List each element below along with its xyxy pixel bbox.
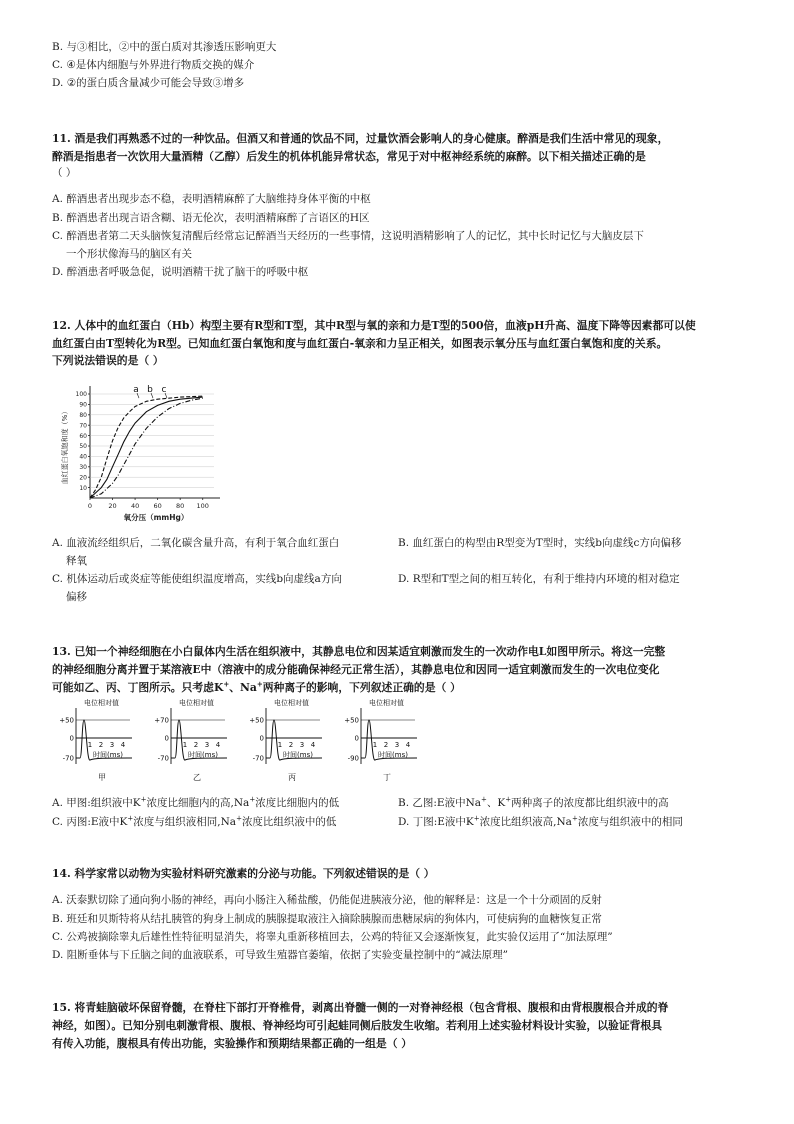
q15-stem-line3: 有传入功能，腹根具有传出功能，实验操作和预期结果都正确的一组是（ ）: [52, 1037, 413, 1050]
y-tick-label: 70: [79, 422, 87, 430]
q14-option-b: B. 班廷和贝斯特将从结扎胰管的狗身上制成的胰腺提取液注入摘除胰腺而患糖尿病的狗体内，可使病狗的血糖恢复正常: [52, 913, 602, 925]
y-tick-label: 30: [79, 464, 87, 471]
graph-x-tick-label: 4: [120, 741, 126, 749]
q12-option-a-line1: A. 血液流经组织后，二氧化碳含量升高，有利于氧合血红蛋白: [52, 537, 340, 549]
graph-name: 乙: [193, 773, 201, 782]
chart-series: [90, 396, 203, 498]
q12-option-c-line1: C. 机体运动后或炎症等能使组织温度增高，实线b向虚线a方向: [52, 573, 342, 585]
chart-axes: [88, 386, 220, 500]
series-line-b: [90, 397, 203, 498]
y-tick-label: 80: [79, 412, 87, 419]
y-tick-label: 40: [79, 453, 87, 461]
x-tick-label: 20: [108, 502, 117, 510]
q13-option-c: C. 丙图:E液中K+浓度与组织液相同,Na+浓度比组织液中的低: [52, 814, 337, 828]
graph-rest-value: -70: [157, 754, 169, 763]
q14-option-a: A. 沃泰默切除了通向狗小肠的神经，再向小肠注入稀盐酸，仍能促进胰液分泌，他的解释是：这是一个十分顽固的反射: [52, 894, 602, 906]
oxygen-dissociation-chart: [56, 372, 226, 524]
y-tick-label: 90: [79, 401, 87, 409]
x-tick-label: 60: [153, 502, 162, 510]
x-tick-label: 40: [130, 502, 140, 510]
q13-stem-line2: 的神经细胞分离并置于某溶液E中（溶液中的成分能确保神经元正常生活），其静息电位和因同一适宜刺激而发生的一次电位变化: [52, 663, 660, 676]
graph-xlabel: 时间(ms): [283, 751, 313, 759]
q12-stem-line2: 血红蛋白由T型转化为R型。已知血红蛋白氧饱和度与血红蛋白-氧亲和力呈正相关，如图表示氧分压与血红蛋白氧饱和度的关系。: [52, 337, 668, 350]
q11-stem-line1: 11. 酒是我们再熟悉不过的一种饮品。但酒又和普通的饮品不同，过量饮酒会影响人的身心健康。醉酒是我们生活中常见的现象，: [52, 132, 669, 145]
graph-zero-value: 0: [259, 734, 264, 743]
series-label-c: c: [161, 385, 167, 395]
graph-x-tick-label: 3: [394, 741, 400, 749]
series-line-c: [90, 398, 203, 498]
graph-name: 丙: [288, 773, 296, 782]
x-tick-label: 100: [196, 502, 209, 510]
graph-panel-1: [59, 698, 132, 782]
series-label-b: b: [147, 385, 153, 395]
graph-name: 丁: [383, 773, 391, 782]
prev-option-d: D. ②的蛋白质含量减少可能会导致③增多: [52, 77, 245, 89]
q12-option-c-line2: 偏移: [66, 591, 87, 603]
graph-x-tick-label: 3: [109, 741, 115, 749]
action-potential-graphs: [48, 696, 428, 788]
graph-rest-value: -90: [347, 754, 359, 763]
series-label-a: a: [133, 385, 139, 395]
prev-option-c: C. ④是体内细胞与外界进行物质交换的媒介: [52, 59, 255, 71]
y-tick-label: 60: [79, 432, 87, 440]
graph-x-tick-label: 4: [405, 741, 411, 749]
graph-panel-3: [249, 698, 322, 782]
graph-x-tick-label: 2: [288, 741, 294, 749]
prev-option-b: B. 与③相比，②中的蛋白质对其渗透压影响更大: [52, 41, 277, 53]
q11-option-c-line2: 一个形状像海马的脑区有关: [66, 248, 192, 260]
q11-option-d: D. 醉酒患者呼吸急促，说明酒精干扰了脑干的呼吸中枢: [52, 266, 309, 278]
graph-x-tick-label: 3: [204, 741, 210, 749]
q11-stem-line2: 醉酒是指患者一次饮用大量酒精（乙醇）后发生的机体机能异常状态，常见于对中枢神经系统的麻醉。以下相关描述正确的是: [52, 150, 646, 163]
q13-stem-line1: 13. 已知一个神经细胞在小白鼠体内生活在组织液中，其静息电位和因某适宜刺激而发生的一次动作电L如图甲所示。将这一完整: [52, 645, 666, 658]
graph-x-tick-label: 4: [215, 741, 221, 749]
graph-x-tick-label: 2: [193, 741, 199, 749]
q13-option-d: D. 丁图:E液中K+浓度比组织液高,Na+浓度与组织液中的相同: [398, 814, 683, 828]
graph-name: 甲: [98, 773, 106, 782]
graph-x-tick-label: 4: [310, 741, 316, 749]
q12-stem-line1: 12. 人体中的血红蛋白（Hb）构型主要有R型和T型，其中R型与氧的亲和力是T型的500倍，血液pH升高、温度下降等因素都可以使: [52, 319, 696, 332]
x-tick-label: 80: [176, 502, 185, 510]
graph-xlabel: 时间(ms): [188, 751, 218, 759]
graph-rest-value: -70: [62, 754, 74, 763]
graph-ylabel: 电位相对值: [274, 699, 309, 707]
graph-zero-value: 0: [354, 734, 359, 743]
graph-panel-4: [344, 698, 417, 782]
q11-option-c-line1: C. 醉酒患者第二天头脑恢复清醒后经常忘记醉酒当天经历的一些事情，这说明酒精影响了人的记忆，其中长时记忆与大脑皮层下: [52, 230, 644, 242]
graph-ylabel: 电位相对值: [179, 699, 214, 707]
graph-ylabel: 电位相对值: [369, 699, 404, 707]
graph-x-tick-label: 3: [299, 741, 305, 749]
q12-option-d: D. R型和T型之间的相互转化，有利于维持内环境的相对稳定: [398, 573, 680, 585]
graph-x-tick-label: 1: [182, 741, 188, 749]
y-axis-label: 血红蛋白氧饱和度（%）: [61, 407, 69, 485]
graph-rest-value: -70: [252, 754, 264, 763]
q11-answer-blank: （ ）: [52, 167, 77, 179]
q13-stem-line3: 可能如乙、丙、丁图所示。只考虑K+、Na+两种离子的影响，下列叙述正确的是（ ）: [52, 679, 461, 694]
q13-option-b: B. 乙图:E液中Na+、K+两种离子的浓度都比组织液中的高: [398, 795, 669, 809]
q13-option-a: A. 甲图:组织液中K+浓度比细胞内的高,Na+浓度比细胞内的低: [52, 795, 340, 809]
graph-peak-value: +50: [249, 716, 264, 725]
q12-stem-line3: 下列说法错误的是（ ）: [52, 354, 164, 367]
y-tick-label: 100: [75, 391, 87, 399]
graph-peak-value: +50: [59, 716, 74, 725]
y-tick-label: 20: [79, 474, 87, 482]
graph-ylabel: 电位相对值: [84, 699, 119, 707]
q14-option-d: D. 阻断垂体与下丘脑之间的血液联系，可导致生殖器官萎缩，依据了实验变量控制中的“减法原理”: [52, 949, 508, 961]
chart-labels: [60, 385, 209, 522]
y-tick-label: 50: [79, 443, 87, 451]
q14-stem: 14. 科学家常以动物为实验材料研究激素的分泌与功能。下列叙述错误的是（ ）: [52, 867, 435, 880]
q12-option-a-line2: 释氧: [66, 555, 87, 567]
graph-zero-value: 0: [164, 734, 169, 743]
q11-option-a: A. 醉酒患者出现步态不稳，表明酒精麻醉了大脑维持身体平衡的中枢: [52, 193, 371, 205]
q12-option-b: B. 血红蛋白的构型由R型变为T型时，实线b向虚线c方向偏移: [398, 537, 682, 549]
graph-xlabel: 时间(ms): [93, 751, 123, 759]
graph-x-tick-label: 2: [98, 741, 104, 749]
x-axis-label: 氧分压（mmHg）: [123, 513, 189, 522]
graph-peak-value: +50: [344, 716, 359, 725]
graph-zero-value: 0: [69, 734, 74, 743]
graph-x-tick-label: 1: [372, 741, 378, 749]
x-tick-label: 0: [87, 502, 93, 510]
graph-panel-2: [154, 698, 227, 782]
q15-stem-line1: 15. 将青蛙脑破坏保留脊髓，在脊柱下部打开脊椎骨，剥离出脊髓一侧的一对脊神经根（包含背根、腹根和由背根腹根合并成的脊: [52, 1001, 669, 1014]
q11-option-b: B. 醉酒患者出现言语含糊、语无伦次，表明酒精麻醉了言语区的H区: [52, 212, 370, 224]
y-tick-label: 10: [79, 484, 87, 492]
q15-stem-line2: 神经，如图）。已知分别电刺激背根、腹根、脊神经均可引起蛙同侧后肢发生收缩。若利用上述实验材料设计实验，以验证背根具: [52, 1019, 663, 1032]
graph-xlabel: 时间(ms): [378, 751, 408, 759]
graph-x-tick-label: 1: [277, 741, 283, 749]
graph-x-tick-label: 1: [87, 741, 93, 749]
q14-option-c: C. 公鸡被摘除睾丸后雄性性特征明显消失，将睾丸重新移植回去，公鸡的特征又会逐渐恢复，此实验仅运用了“加法原理”: [52, 931, 613, 943]
graph-peak-value: +70: [154, 716, 169, 725]
graph-x-tick-label: 2: [383, 741, 389, 749]
